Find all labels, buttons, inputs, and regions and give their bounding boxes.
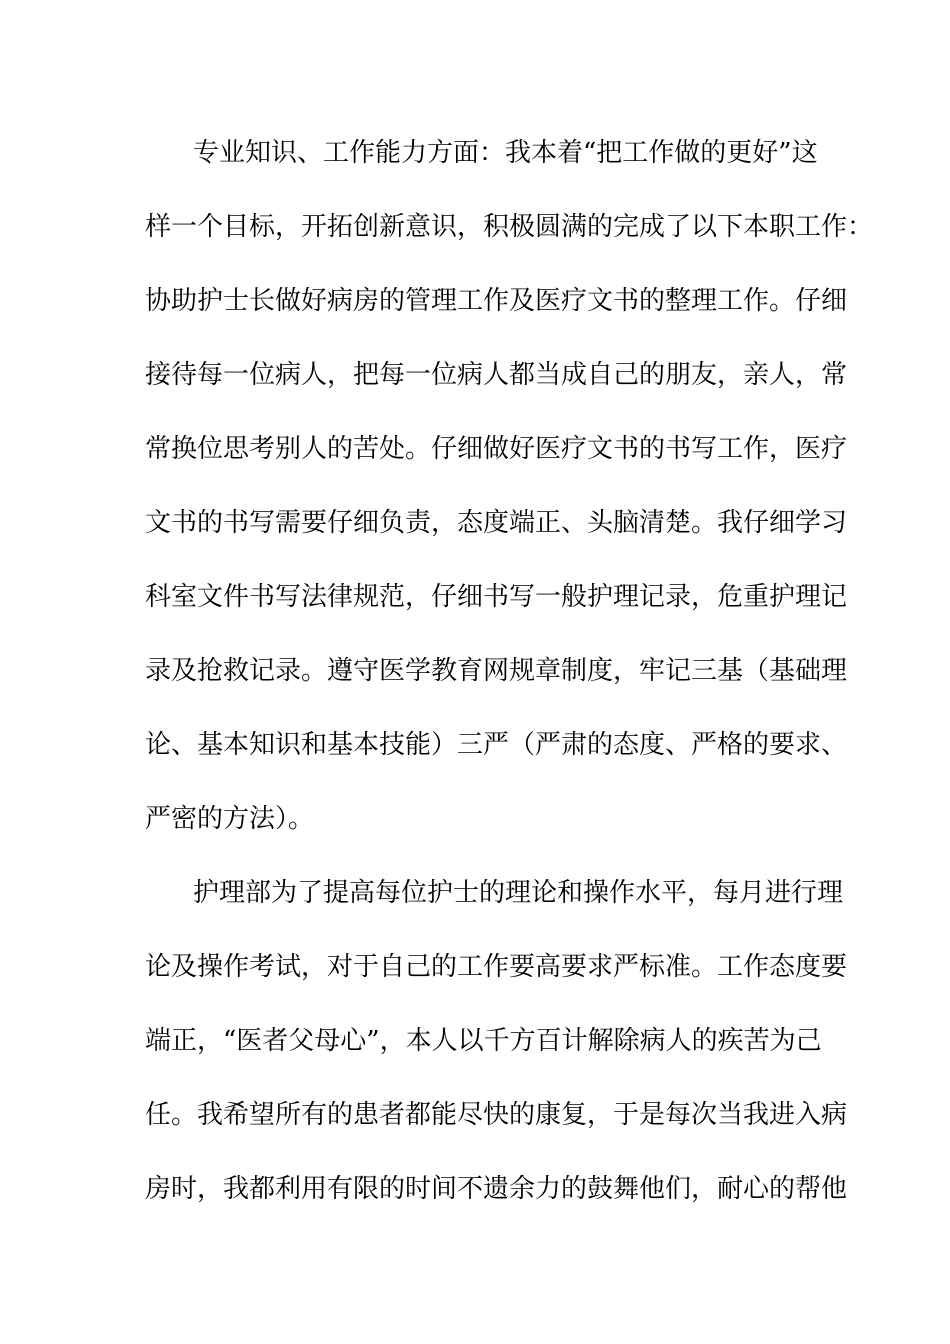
paragraph-2-line-1: 护理部为了提高每位护士的理论和操作水平，每月进行理 <box>193 878 844 908</box>
paragraph-1-line-1: 专业知识、工作能力方面：我本着“把工作做的更好”这 <box>193 138 818 168</box>
paragraph-2-line-4: 任。我希望所有的患者都能尽快的康复，于是每次当我进入病 <box>145 1100 848 1130</box>
paragraph-1-line-8: 录及抢救记录。遵守医学教育网规章制度，牢记三基（基础理 <box>145 656 848 686</box>
paragraph-1-line-5: 常换位思考别人的苦处。仔细做好医疗文书的书写工作，医疗 <box>145 434 848 464</box>
paragraph-1-line-3: 协助护士长做好病房的管理工作及医疗文书的整理工作。仔细 <box>145 286 848 316</box>
paragraph-1-line-9: 论、基本知识和基本技能）三严（严肃的态度、严格的要求、 <box>145 730 848 760</box>
paragraph-2-line-2: 论及操作考试，对于自己的工作要高要求严标准。工作态度要 <box>145 952 848 982</box>
paragraph-1-line-7: 科室文件书写法律规范，仔细书写一般护理记录，危重护理记 <box>145 582 848 612</box>
paragraph-2-line-5: 房时，我都利用有限的时间不遗余力的鼓舞他们，耐心的帮他 <box>145 1174 848 1204</box>
paragraph-1-line-2: 样一个目标，开拓创新意识，积极圆满的完成了以下本职工作： <box>145 212 874 242</box>
paragraph-2-line-3: 端正，“医者父母心”，本人以千方百计解除病人的疾苦为己 <box>145 1026 822 1056</box>
paragraph-1-line-4: 接待每一位病人，把每一位病人都当成自己的朋友，亲人，常 <box>145 360 848 390</box>
paragraph-1-line-6: 文书的书写需要仔细负责，态度端正、头脑清楚。我仔细学习 <box>145 508 848 538</box>
paragraph-1-line-10: 严密的方法）。 <box>145 804 315 834</box>
